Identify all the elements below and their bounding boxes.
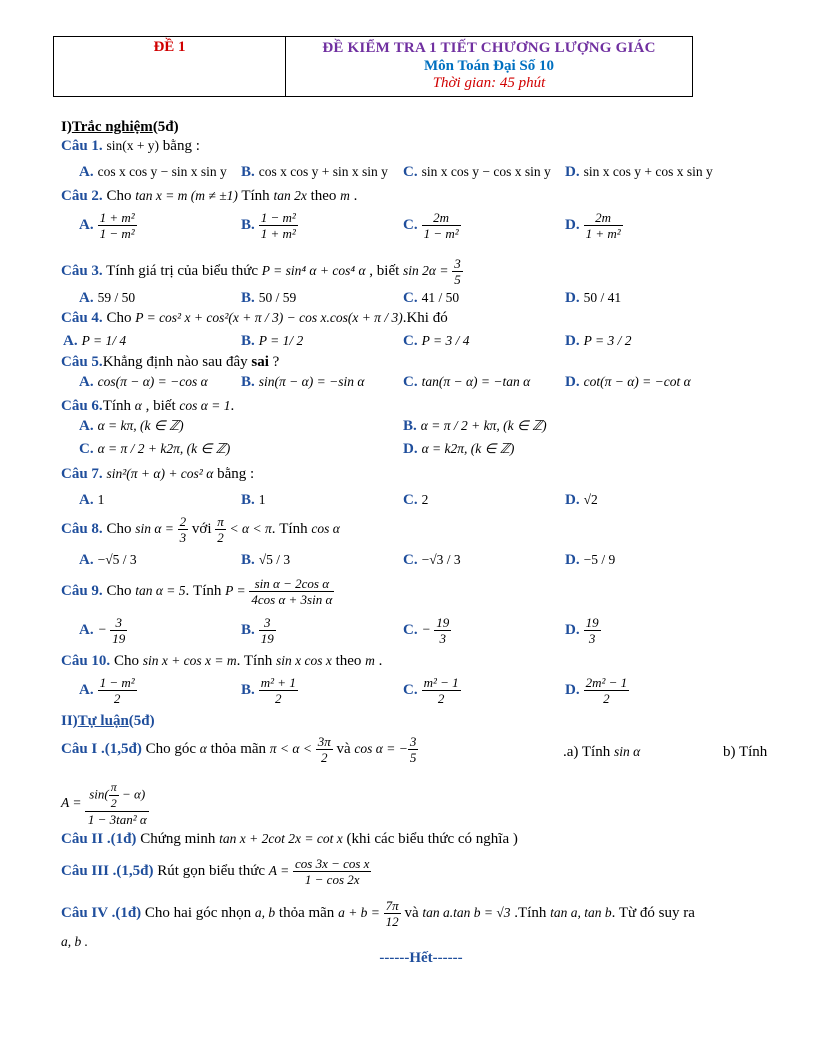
q10-option-c[interactable]: C. $\frac{\text{m² − 1}}{2}$ <box>403 675 459 706</box>
exam-code: ĐỀ 1 <box>54 37 286 97</box>
q4-option-a[interactable]: A. P = 1/ 4 <box>63 333 127 349</box>
essay-4-line2: a, b . <box>61 934 88 949</box>
question-1: Câu 1. sin(x + y) bằng : <box>61 138 200 154</box>
part2-heading: II)Tự luận(5đ) <box>61 713 155 729</box>
question-4: Câu 4. Cho P = cos² x + cos²(x + π / 3) − cos x.cos(x + π / 3).Khi đó <box>61 310 448 326</box>
exam-subject: Môn Toán Đại Số 10 <box>423 58 555 74</box>
q8-option-a[interactable]: A. −√5 / 3 <box>79 552 137 568</box>
q7-option-d[interactable]: D. √2 <box>565 492 598 508</box>
question-6: Câu 6.Tính α , biết cos α = 1. <box>61 398 235 414</box>
q4-option-d[interactable]: D. P = 3 / 2 <box>565 333 632 349</box>
q3-option-d[interactable]: D. 50 / 41 <box>565 290 622 306</box>
part1-heading: I)Trắc nghiệm(5đ) <box>61 119 179 135</box>
q6-option-d[interactable]: D. α = k2π, (k ∈ ℤ) <box>403 441 515 457</box>
essay-1-expression: A = sin( $\frac{\pi}{2}$ − α) 1 − 3tan² α <box>61 780 149 827</box>
essay-1-part-a: .a) Tính sin α <box>563 744 641 760</box>
q10-option-b[interactable]: B. $\frac{\text{m² + 1}}{2}$ <box>241 675 296 706</box>
q9-option-d[interactable]: D. $\frac{19}{3}$ <box>565 615 599 646</box>
q1-option-c[interactable]: C. sin x cos y − cos x sin y <box>403 164 551 180</box>
question-8: Câu 8. Cho sin α = $\frac{2}{3}$ với $\frac{\pi}{2}$ < α < π. Tính cos α <box>61 514 340 545</box>
q4-option-b[interactable]: B. P = 1/ 2 <box>241 333 304 349</box>
q5-option-b[interactable]: B. sin(π − α) = −sin α <box>241 374 365 390</box>
essay-1-part-b: b) Tính <box>723 744 768 760</box>
q5-option-d[interactable]: D. cot(π − α) = −cot α <box>565 374 691 390</box>
exam-header <box>53 36 693 97</box>
q5-option-c[interactable]: C. tan(π − α) = −tan α <box>403 374 531 390</box>
q2-option-b[interactable]: B. $\frac{\text{1 − m²}}{\text{1 + m²}}$ <box>241 210 296 241</box>
essay-4: Câu IV .(1đ) Cho hai góc nhọn a, b thỏa mãn a + b = $\frac{7\pi}{12}$ và tan a.tan b = √3 .Tính tan a, tan b. Từ đó suy ra <box>61 898 695 929</box>
q6-option-a[interactable]: A. α = kπ, (k ∈ ℤ) <box>79 418 184 434</box>
q3-option-b[interactable]: B. 50 / 59 <box>241 290 297 306</box>
q9-option-c[interactable]: C. − $\frac{19}{3}$ <box>403 615 450 646</box>
q3-option-a[interactable]: A. 59 / 50 <box>79 290 136 306</box>
essay-3: Câu III .(1,5đ) Rút gọn biểu thức A = $\frac{\text{cos 3x − cos x}}{1 - \cos 2x}$ <box>61 856 370 887</box>
question-9: Câu 9. Cho tan α = 5. Tính P = $\frac{\text{sin α − 2cos α}}{\text{4cos α + 3sin α}}$ <box>61 576 333 607</box>
q2-option-a[interactable]: A. $\frac{\text{1 + m²}}{\text{1 − m²}}$ <box>79 210 135 241</box>
question-5: Câu 5.Khẳng định nào sau đây sai ? <box>61 354 280 370</box>
question-7: Câu 7. sin²(π + α) + cos² α bằng : <box>61 466 255 482</box>
essay-2: Câu II .(1đ) Chứng minh tan x + 2cot 2x = cot x (khi các biểu thức có nghĩa ) <box>61 831 518 847</box>
exam-title: ĐỀ KIỂM TRA 1 TIẾT CHƯƠNG LƯỢNG GIÁC <box>322 40 656 56</box>
q1-option-a[interactable]: A. cos x cos y − sin x sin y <box>79 164 227 180</box>
question-2: Câu 2. Cho tan x = m (m ≠ ±1) Tính tan 2x theo m . <box>61 188 358 204</box>
q2-option-d[interactable]: D. $\frac{2m}{\text{1 + m²}}$ <box>565 210 621 241</box>
q6-option-c[interactable]: C. α = π / 2 + k2π, (k ∈ ℤ) <box>79 441 231 457</box>
q6-option-b[interactable]: B. α = π / 2 + kπ, (k ∈ ℤ) <box>403 418 547 434</box>
q1-option-b[interactable]: B. cos x cos y + sin x sin y <box>241 164 388 180</box>
q9-option-a[interactable]: A. − $\frac{3}{19}$ <box>79 615 126 646</box>
question-10: Câu 10. Cho sin x + cos x = m. Tính sin x cos x theo m . <box>61 653 383 669</box>
q1-option-d[interactable]: D. sin x cos y + cos x sin y <box>565 164 713 180</box>
q7-option-b[interactable]: B. 1 <box>241 492 266 508</box>
q9-option-b[interactable]: B. $\frac{3}{19}$ <box>241 615 274 646</box>
q8-option-b[interactable]: B. √5 / 3 <box>241 552 291 568</box>
q10-option-d[interactable]: D. $\frac{\text{2m² − 1}}{2}$ <box>565 675 628 706</box>
exam-title-cell <box>286 37 693 97</box>
q7-option-c[interactable]: C. 2 <box>403 492 429 508</box>
exam-time: Thời gian: 45 phút <box>432 75 546 91</box>
q7-option-a[interactable]: A. 1 <box>79 492 105 508</box>
question-3: Câu 3. Tính giá trị của biểu thức P = sin⁴ α + cos⁴ α , biết sin 2α = $\frac{3}{5}$ <box>61 256 461 287</box>
q10-option-a[interactable]: A. $\frac{\text{1 − m²}}{2}$ <box>79 675 135 706</box>
end-marker: ------Hết------ <box>379 950 463 966</box>
q3-option-c[interactable]: C. 41 / 50 <box>403 290 460 306</box>
essay-1: Câu I .(1,5đ) Cho góc α thỏa mãn π < α < $\frac{3\pi}{2}$ và cos α = − $\frac{3}{5}$ <box>61 734 417 765</box>
q8-option-d[interactable]: D. −5 / 9 <box>565 552 616 568</box>
q5-option-a[interactable]: A. cos(π − α) = −cos α <box>79 374 208 390</box>
q4-option-c[interactable]: C. P = 3 / 4 <box>403 333 470 349</box>
q8-option-c[interactable]: C. −√3 / 3 <box>403 552 461 568</box>
q2-option-c[interactable]: C. $\frac{2m}{\text{1 − m²}}$ <box>403 210 459 241</box>
